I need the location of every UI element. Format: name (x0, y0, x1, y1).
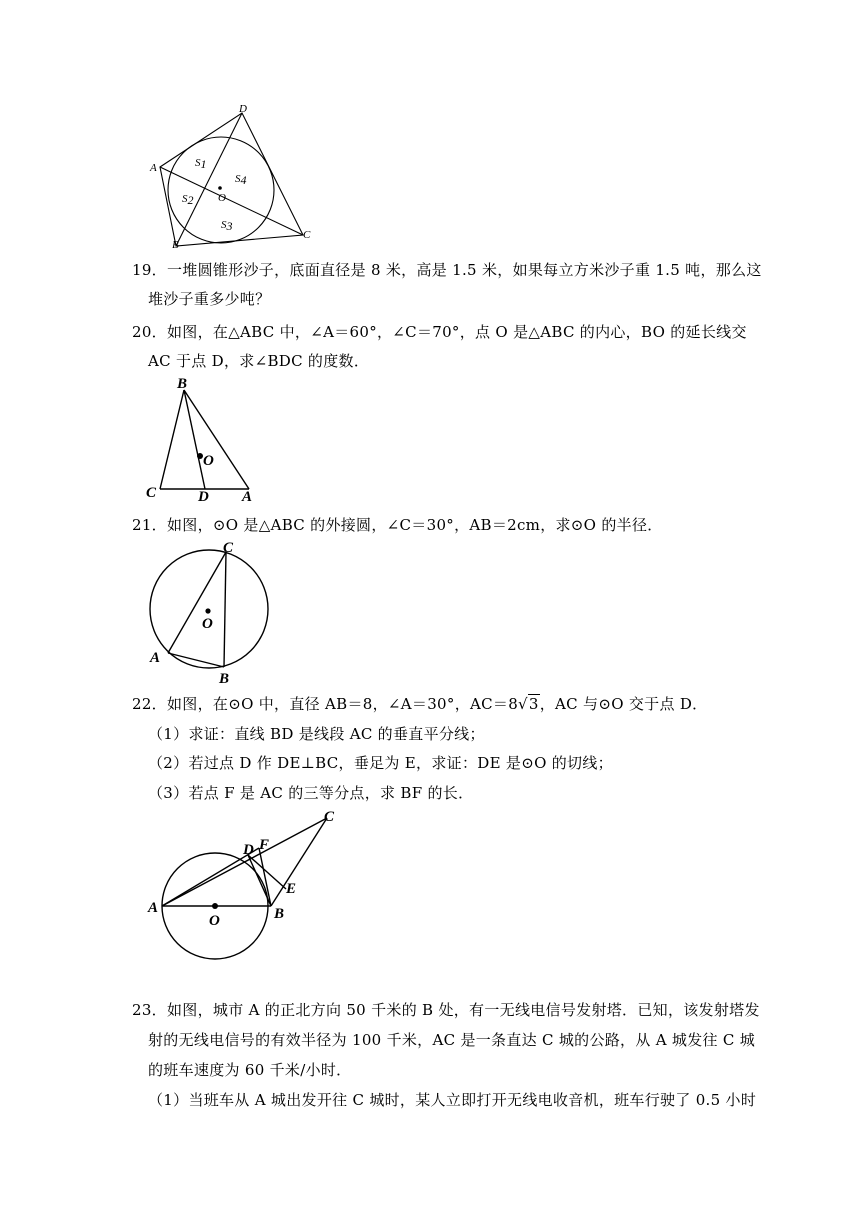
q22-part2: （2）若过点 D 作 DE⊥BC，垂足为 E，求证：DE 是⊙O 的切线； (148, 754, 613, 772)
label-A: A (148, 900, 159, 916)
label-S1: S1 (195, 157, 207, 171)
figure-quadrilateral-incircle (140, 100, 330, 255)
label-S3: S3 (221, 219, 233, 233)
q20-line2: AC 于点 D，求∠BDC 的度数． (148, 352, 370, 370)
q23-part1: （1）当班车从 A 城出发开往 C 城时，某人立即打开无线电收音机，班车行驶了 0.5 小时 (148, 1091, 757, 1109)
q20-number: 20． (132, 323, 167, 341)
figure-circle-tangent (140, 806, 350, 976)
q22-line1: 22．如图，在⊙O 中，直径 AB＝8，∠A＝30°，AC＝8√3，AC 与⊙O 交于点 D． (132, 695, 708, 713)
figure-circumcircle (140, 536, 280, 686)
q22-part3: （3）若点 F 是 AC 的三等分点，求 BF 的长． (148, 784, 474, 802)
label-C: C (146, 485, 157, 501)
q23-number: 23． (132, 1001, 167, 1019)
label-B: B (274, 906, 285, 922)
label-C: C (324, 809, 335, 825)
q19-number: 19． (132, 261, 167, 279)
q19-line2: 堆沙子重多少吨？ (148, 290, 271, 308)
figure-triangle-incenter (140, 372, 270, 507)
label-O: O (202, 616, 213, 632)
label-O: O (203, 453, 214, 469)
label-B: B (172, 239, 179, 251)
label-A: A (242, 489, 253, 505)
label-O: O (209, 913, 220, 929)
label-C: C (223, 540, 234, 556)
q21-number: 21． (132, 516, 167, 534)
label-E: E (286, 881, 297, 897)
q21-line1: 21．如图，⊙O 是△ABC 的外接圆，∠C＝30°，AB＝2cm，求⊙O 的半径． (132, 516, 663, 534)
q23-line1: 23．如图，城市 A 的正北方向 50 千米的 B 处，有一无线电信号发射塔．已知，该发射塔发 (132, 1001, 760, 1019)
sqrt-sign: √ (518, 695, 528, 713)
label-S4: S4 (235, 173, 247, 187)
label-F: F (259, 837, 270, 853)
label-A: A (150, 162, 157, 174)
q22-number: 22． (132, 695, 167, 713)
q22-part1: （1）求证：直线 BD 是线段 AC 的垂直平分线； (148, 725, 485, 743)
label-O: O (218, 192, 226, 204)
label-B: B (219, 671, 230, 687)
label-D: D (198, 489, 209, 505)
label-C: C (303, 229, 311, 241)
label-A: A (150, 650, 161, 666)
label-D: D (239, 103, 247, 115)
q23-line2: 射的无线电信号的有效半径为 100 千米，AC 是一条直达 C 城的公路，从 A 城发往 C 城 (148, 1031, 756, 1049)
label-B: B (177, 376, 188, 392)
label-S2: S2 (182, 193, 194, 207)
q23-line3: 的班车速度为 60 千米/小时． (148, 1061, 352, 1079)
label-D: D (243, 842, 254, 858)
q19-line1: 19．一堆圆锥形沙子，底面直径是 8 米，高是 1.5 米，如果每立方米沙子重 1.5 吨，那么这 (132, 261, 762, 279)
q20-line1: 20．如图，在△ABC 中，∠A＝60°，∠C＝70°，点 O 是△ABC 的内心，BO 的延长线交 (132, 323, 747, 341)
